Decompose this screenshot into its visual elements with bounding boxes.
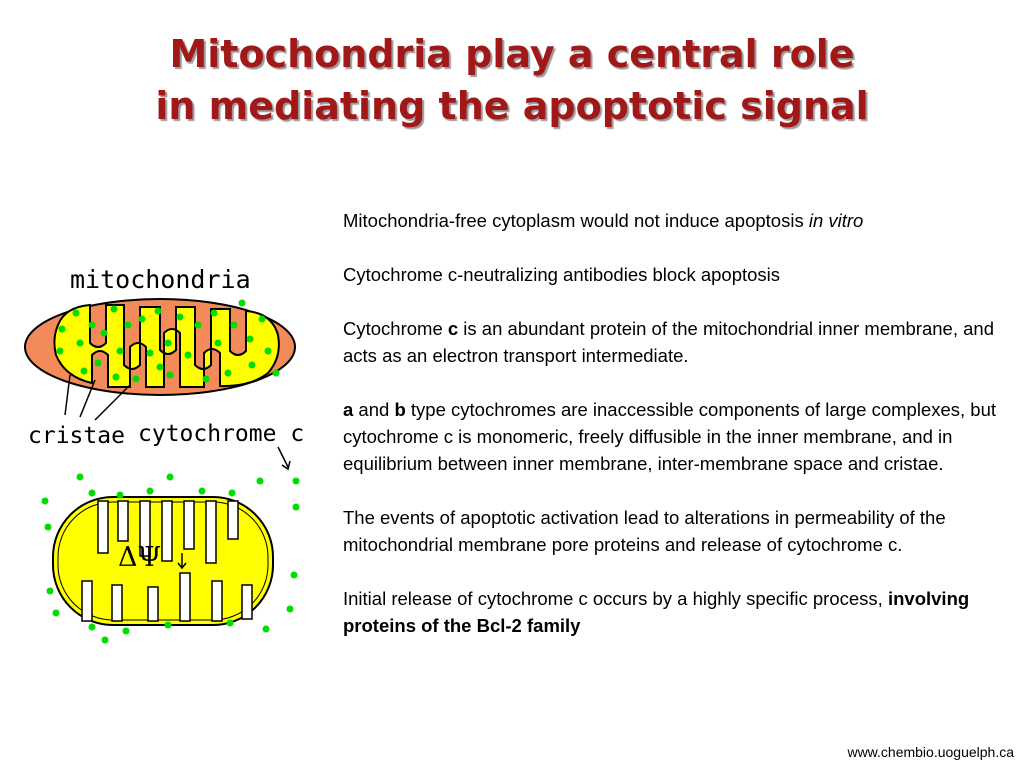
title-line-1: Mitochondria play a central role [169,32,855,76]
p4-bold-a: a [343,399,354,420]
p1-italic: in vitro [808,210,864,231]
cristae-label: cristae [28,423,125,449]
p6-bold: involving proteins of the Bcl-2 family [343,588,970,636]
cytochrome-arrow [278,447,290,469]
paragraph-3 [343,315,1003,369]
footer-url: www.chembio.uoguelph.ca [847,744,1014,760]
intact-mitochondrion [25,299,295,395]
mitochondria-label: mitochondria [70,265,251,294]
p3-post: is an abundant protein of the mitochondrial inner membrane, and acts as an electron transport intermediate. [343,318,994,366]
mitochondria-diagram [20,255,320,655]
paragraph-6 [343,585,1003,639]
paragraph-1 [343,207,1003,234]
paragraph-5 [343,504,1003,558]
p4-post: type cytochromes are inaccessible components of large complexes, but cytochrome c is monomeric, freely diffusible in the inner membrane, and in equilibrium between inner membrane, inter-membrane space and cristae. [343,399,997,474]
p6-pre: Initial release of cytochrome c occurs by a highly specific process, [343,588,888,609]
membrane-potential-label: ΔΨ [118,542,162,573]
p4-mid: and [353,399,395,420]
paragraph-4 [343,396,1003,477]
paragraph-2 [343,261,1003,288]
p4-bold-b: b [394,399,406,420]
p1-text: Mitochondria-free cytoplasm would not induce apoptosis [343,210,809,231]
slide-title [0,28,1024,132]
cytochrome-c-label: cytochrome c [138,421,305,447]
swollen-mitochondrion [42,474,300,644]
p3-bold: c [447,318,459,339]
p5-text: The events of apoptotic activation lead to alterations in permeability of the mitochondrial membrane pore proteins and release of cytochrome c. [343,507,946,555]
p3-pre: Cytochrome [343,318,448,339]
title-line-2: in mediating the apoptotic signal [155,84,869,128]
mitochondria-figure [20,255,320,655]
slide-body [343,207,1003,666]
p2-text: Cytochrome c-neutralizing antibodies block apoptosis [343,264,781,285]
